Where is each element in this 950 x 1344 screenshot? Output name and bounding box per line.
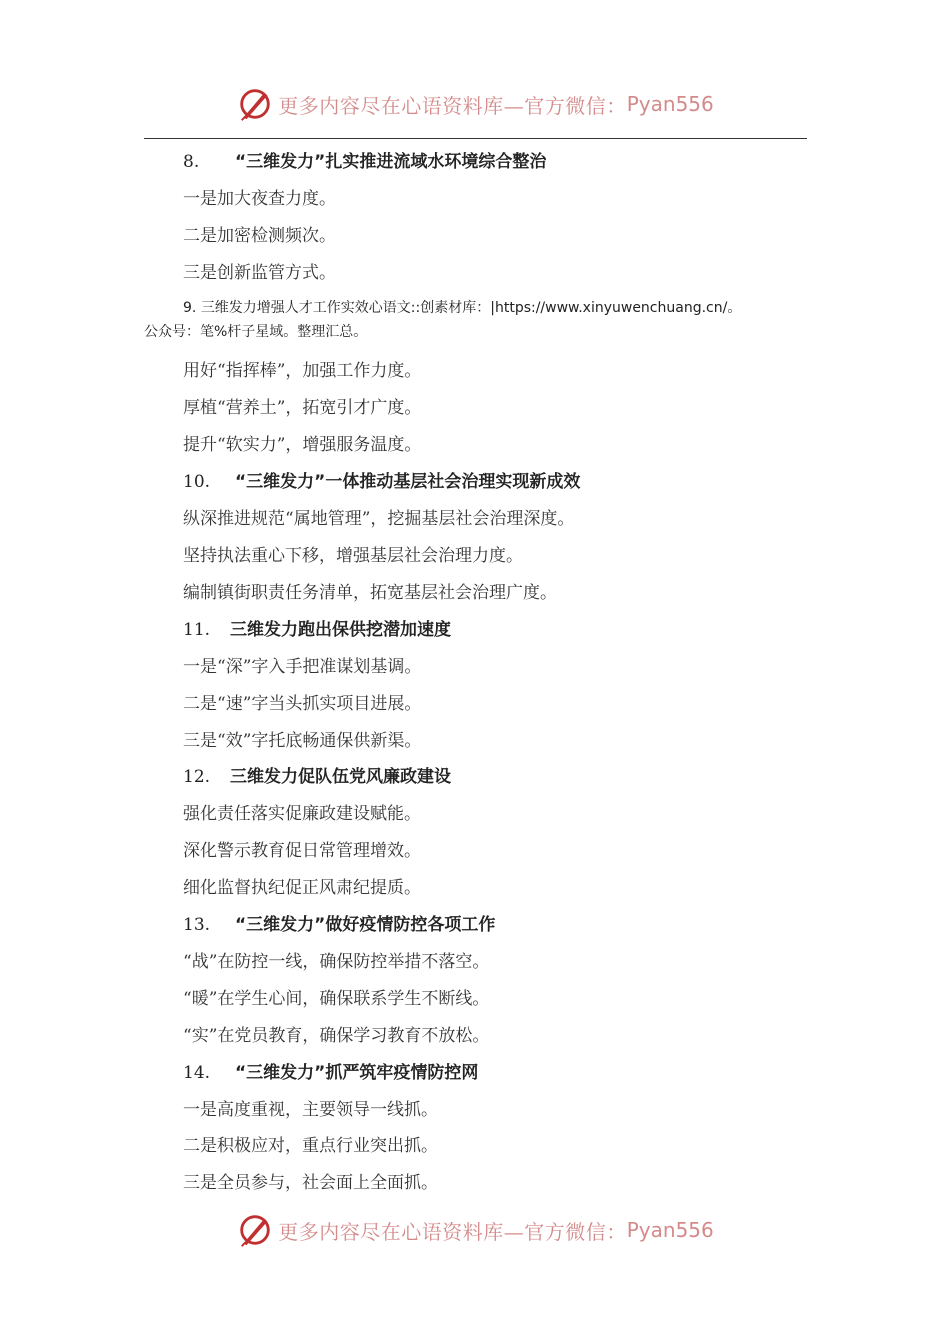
list-item: 细化监督执纪促正风肃纪提质。 bbox=[183, 878, 421, 898]
list-item: 纵深推进规范“属地管理”，挖掘基层社会治理深度。 bbox=[183, 509, 575, 529]
banner-handle: Pyan556 bbox=[626, 1218, 714, 1242]
list-item: 二是积极应对，重点行业突出抓。 bbox=[183, 1136, 438, 1156]
section-heading: 14. “三维发力”抓严筑牢疫情防控网 bbox=[183, 1063, 479, 1083]
section-heading: 11. 三维发力跑出保供挖潜加速度 bbox=[183, 620, 451, 640]
list-item: 一是高度重视，主要领导一线抓。 bbox=[183, 1100, 438, 1120]
list-item: 三是全员参与，社会面上全面抓。 bbox=[183, 1173, 438, 1193]
list-item: 编制镇街职责任务清单，拓宽基层社会治理广度。 bbox=[183, 583, 557, 603]
pen-logo-icon bbox=[236, 1211, 274, 1249]
header-rule bbox=[144, 138, 807, 139]
section-heading: 9. 三维发力增强人才工作实效心语文::创素材库：|https://www.xinyuwenchuang.cn/。 bbox=[183, 300, 742, 316]
banner-handle: Pyan556 bbox=[626, 92, 714, 116]
list-item: 强化责任落实促廉政建设赋能。 bbox=[183, 804, 421, 824]
list-item: 三是“效”字托底畅通保供新渠。 bbox=[183, 731, 422, 751]
list-item: 提升“软实力”，增强服务温度。 bbox=[183, 435, 422, 455]
section-heading: 12. 三维发力促队伍党风廉政建设 bbox=[183, 767, 451, 787]
list-item: 三是创新监管方式。 bbox=[183, 263, 336, 283]
list-item: 一是“深”字入手把准谋划基调。 bbox=[183, 657, 422, 677]
list-item: “战”在防控一线，确保防控举措不落空。 bbox=[183, 952, 490, 972]
footer-banner bbox=[0, 1208, 950, 1252]
list-item: 用好“指挥棒”，加强工作力度。 bbox=[183, 361, 422, 381]
pen-logo-icon bbox=[236, 85, 274, 123]
list-item: “暖”在学生心间，确保联系学生不断线。 bbox=[183, 989, 490, 1009]
section-heading-continued: 公众号：笔%杆子星域。整理汇总。 bbox=[144, 324, 368, 340]
banner-text: 更多内容尽在心语资料库—官方微信： bbox=[278, 1219, 627, 1244]
banner-text: 更多内容尽在心语资料库—官方微信： bbox=[278, 93, 627, 118]
list-item: 一是加大夜查力度。 bbox=[183, 189, 336, 209]
section-heading: 10. “三维发力”一体推动基层社会治理实现新成效 bbox=[183, 472, 581, 492]
header-banner bbox=[0, 82, 950, 126]
section-heading: 13. “三维发力”做好疫情防控各项工作 bbox=[183, 915, 496, 935]
list-item: 深化警示教育促日常管理增效。 bbox=[183, 841, 421, 861]
section-heading: 8. “三维发力”扎实推进流域水环境综合整治 bbox=[183, 152, 547, 172]
list-item: 二是“速”字当头抓实项目进展。 bbox=[183, 694, 422, 714]
list-item: “实”在党员教育，确保学习教育不放松。 bbox=[183, 1026, 490, 1046]
list-item: 二是加密检测频次。 bbox=[183, 226, 336, 246]
list-item: 厚植“营养土”，拓宽引才广度。 bbox=[183, 398, 422, 418]
list-item: 坚持执法重心下移，增强基层社会治理力度。 bbox=[183, 546, 523, 566]
